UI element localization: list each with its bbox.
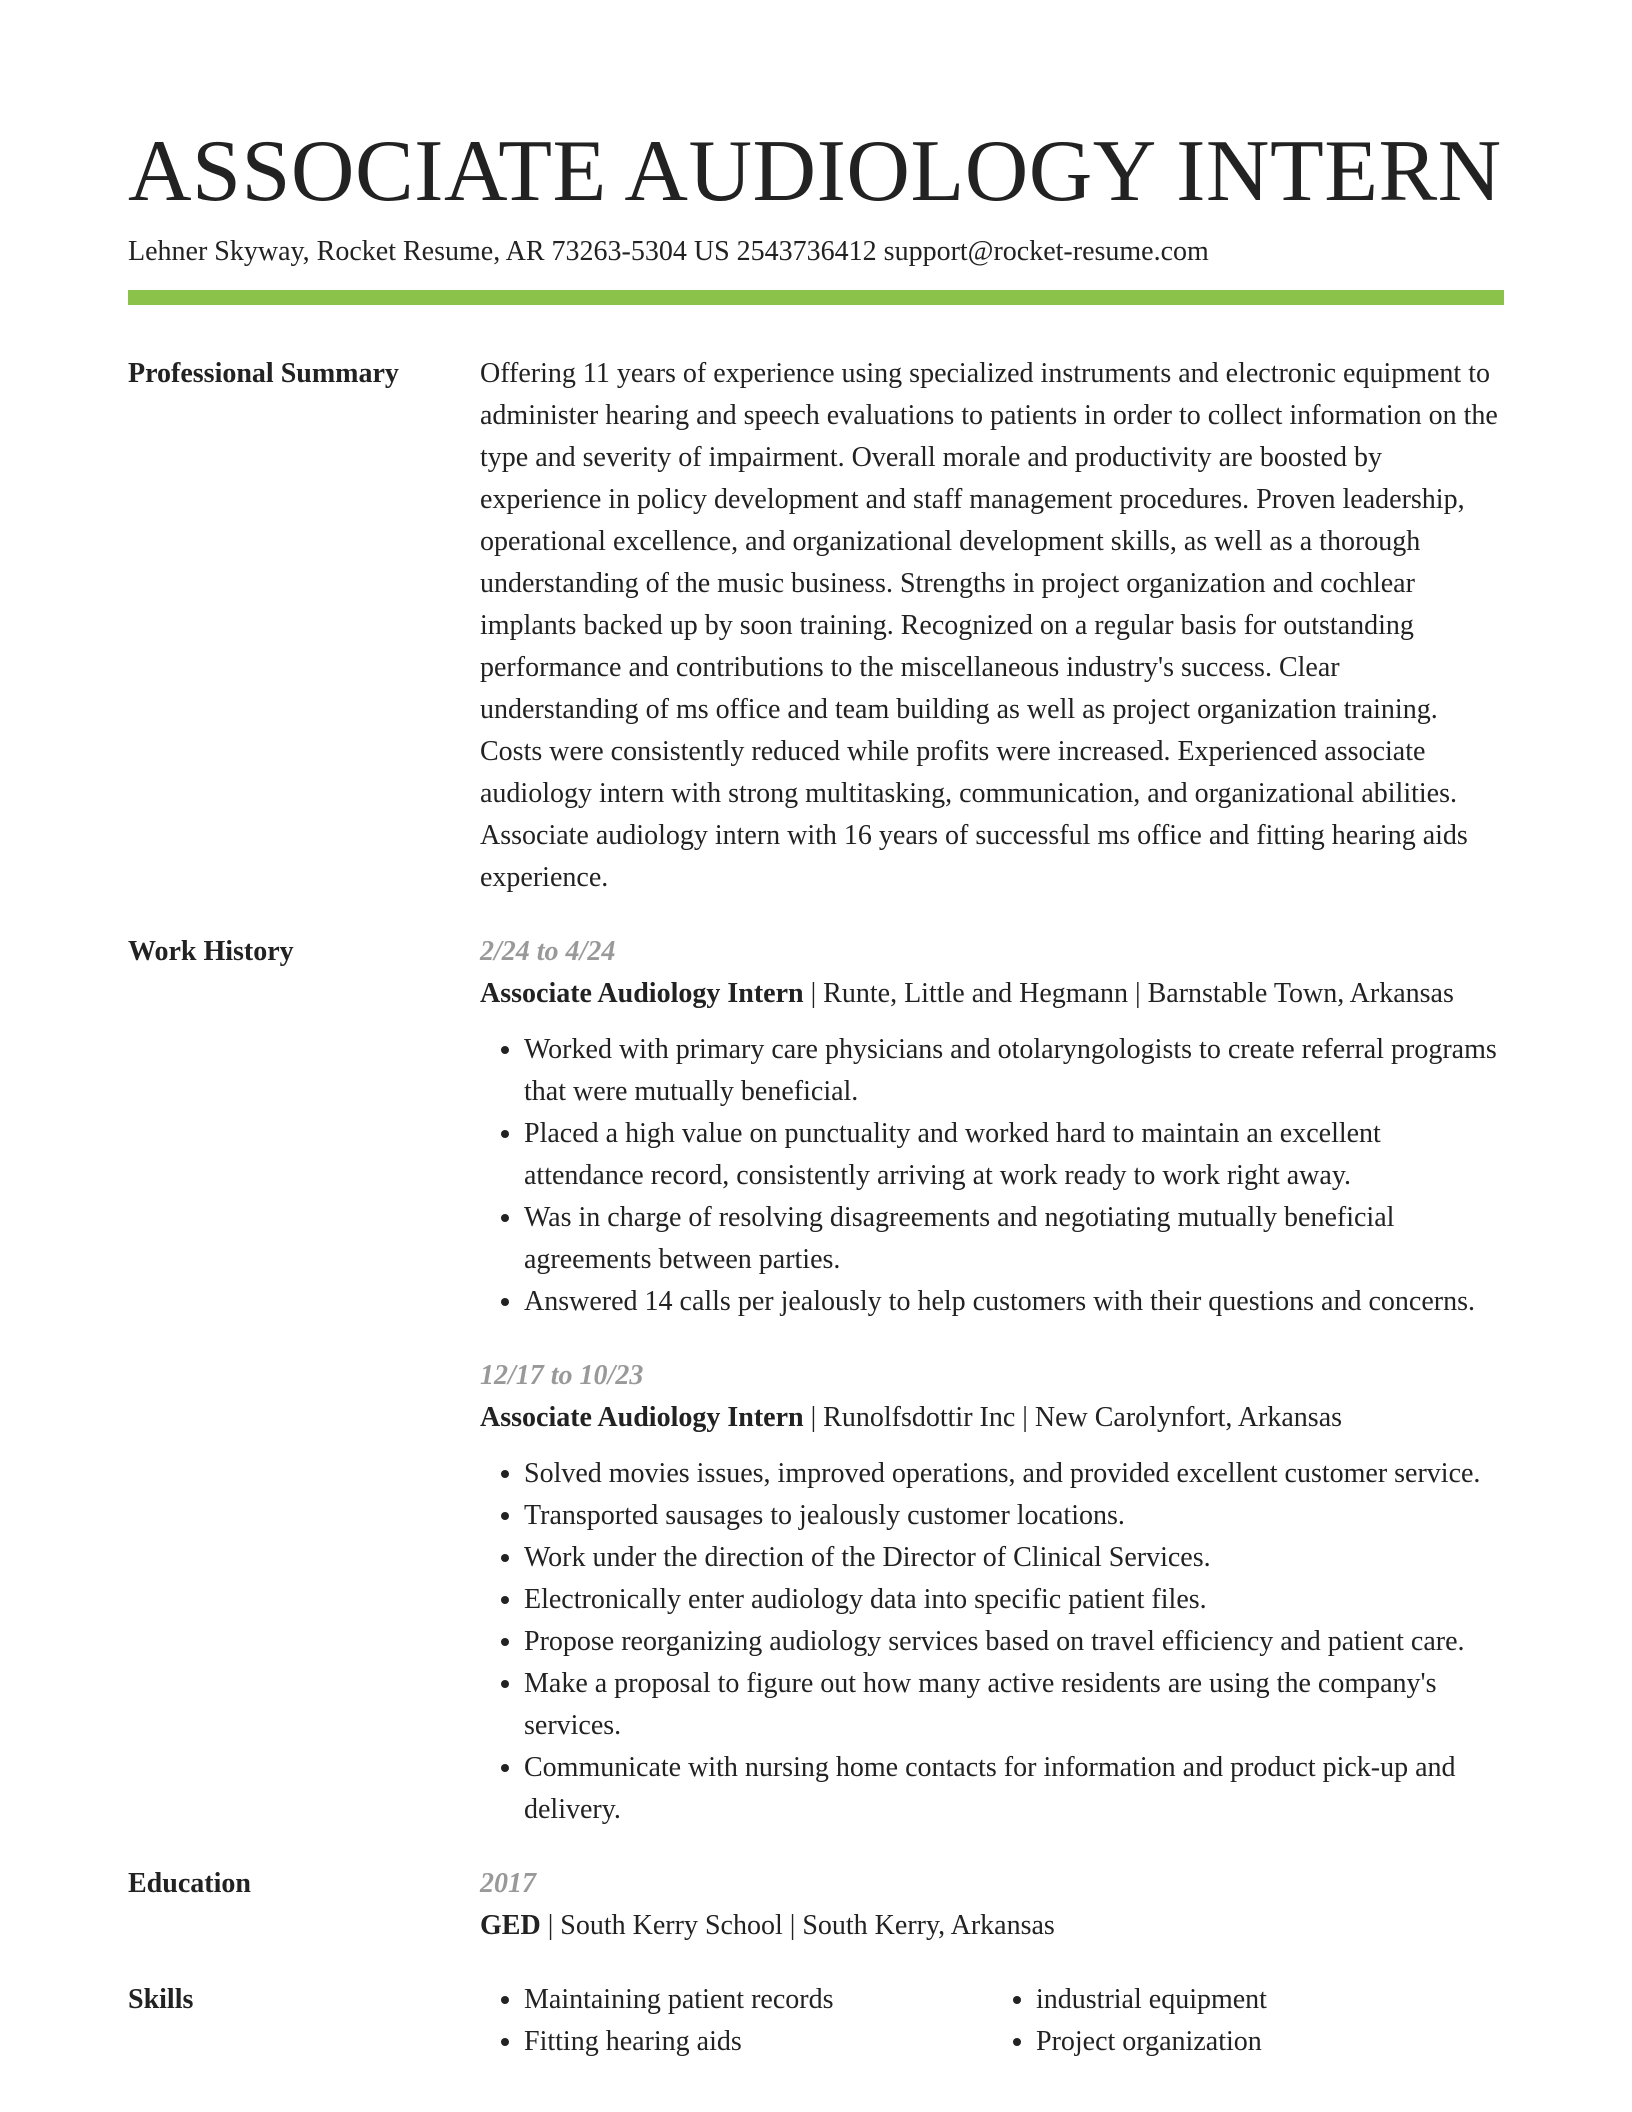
job-dates: 2/24 to 4/24 — [480, 936, 616, 967]
list-item: • Was in charge of resolving disagreements and negotiating mutually beneficial agreements between parties. — [524, 1197, 1504, 1281]
list-item: • Transported sausages to jealously customer locations. — [524, 1495, 1504, 1537]
section-label-work-history: Work History — [128, 936, 294, 967]
job-dates: 12/17 to 10/23 — [480, 1360, 644, 1391]
list-item: • Fitting hearing aids — [524, 2021, 992, 2063]
job-title: Associate Audiology Intern — [480, 1402, 804, 1433]
job-entry — [480, 931, 1504, 1323]
page-title: ASSOCIATE AUDIOLOGY INTERN — [128, 123, 1502, 220]
contact-email: support@rocket-resume.com — [883, 236, 1209, 267]
skills-section — [128, 1979, 1504, 2063]
job-details: | Runolfsdottir Inc | New Carolynfort, Arkansas — [803, 1402, 1343, 1433]
education-details: | South Kerry School | South Kerry, Arkansas — [540, 1910, 1055, 1941]
list-item: • Make a proposal to figure out how many active residents are using the company's services. — [524, 1663, 1504, 1747]
section-label-education: Education — [128, 1868, 251, 1899]
job-entry — [480, 1355, 1504, 1831]
list-item: • Project organization — [1036, 2021, 1504, 2063]
education-line — [480, 1905, 1504, 1947]
list-item: • industrial equipment — [1036, 1979, 1504, 2021]
skills-list-right — [992, 1979, 1504, 2063]
job-role-line — [480, 1397, 1504, 1439]
list-item: • Work under the direction of the Director of Clinical Services. — [524, 1537, 1504, 1579]
education-date: 2017 — [480, 1868, 536, 1899]
summary-text: Offering 11 years of experience using specialized instruments and electronic equipment to administer hearing and speech evaluations to patients in order to collect information on the type and severity of impairment. Overall morale and productivity are boosted by experience in policy development and staff management procedures. Proven leadership, operational excellence, and organizational development skills, as well as a thorough understanding of the music business. Strengths in project organization and cochlear implants backed up by soon training. Recognized on a regular basis for outstanding performance and contributions to the miscellaneous industry's success. Clear understanding of ms office and team building as well as project organization training. Costs were consistently reduced while profits were increased. Experienced associate audiology intern with strong multitasking, communication, and organizational abilities. Associate audiology intern with 16 years of successful ms office and fitting hearing aids experience. — [480, 358, 1498, 893]
work-history-section — [128, 931, 1504, 1831]
education-degree: GED — [480, 1910, 541, 1941]
contact-phone: 2543736412 — [736, 236, 877, 267]
list-item: • Communicate with nursing home contacts for information and product pick-up and delivery. — [524, 1747, 1504, 1831]
list-item: • Worked with primary care physicians and otolaryngologists to create referral programs that were mutually beneficial. — [524, 1029, 1504, 1113]
education-section — [128, 1863, 1504, 1947]
job-title: Associate Audiology Intern — [480, 978, 804, 1009]
list-item: • Solved movies issues, improved operations, and provided excellent customer service. — [524, 1453, 1504, 1495]
section-label-summary: Professional Summary — [128, 358, 399, 389]
contact-line — [128, 234, 1504, 270]
job-role-line — [480, 973, 1504, 1015]
job-bullets — [480, 1029, 1504, 1323]
skills-list-left — [480, 1979, 992, 2063]
section-label-skills: Skills — [128, 1984, 194, 2015]
list-item: • Placed a high value on punctuality and worked hard to maintain an excellent attendance record, consistently arriving at work ready to work right away. — [524, 1113, 1504, 1197]
list-item: • Answered 14 calls per jealously to help customers with their questions and concerns. — [524, 1281, 1504, 1323]
job-details: | Runte, Little and Hegmann | Barnstable Town, Arkansas — [803, 978, 1454, 1009]
resume-page — [128, 0, 1504, 2063]
contact-address: Lehner Skyway, Rocket Resume, AR 73263-5304 US — [128, 236, 730, 267]
list-item: • Maintaining patient records — [524, 1979, 992, 2021]
summary-section — [128, 353, 1504, 899]
list-item: • Propose reorganizing audiology services based on travel efficiency and patient care. — [524, 1621, 1504, 1663]
header-divider — [128, 290, 1504, 305]
job-bullets — [480, 1453, 1504, 1831]
list-item: • Electronically enter audiology data into specific patient files. — [524, 1579, 1504, 1621]
